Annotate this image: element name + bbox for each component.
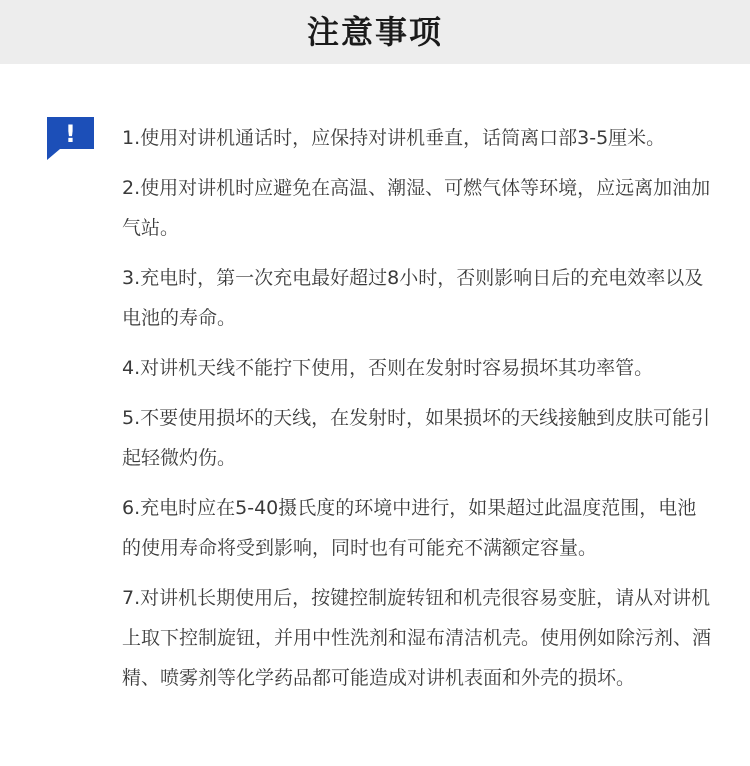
notice-item-2: 2.使用对讲机时应避免在高温、潮湿、可燃气体等环境，应远离加油加气站。 bbox=[122, 177, 711, 239]
notice-item-7: 7.对讲机长期使用后，按键控制旋转钮和机壳很容易变脏，请从对讲机上取下控制旋钮，并用中性洗剂和湿布清洁机壳。使用例如除污剂、酒精、喷雾剂等化学药品都可能造成对讲机表面和外壳的损坏。 bbox=[122, 587, 712, 689]
notice-item-3: 3.充电时，第一次充电最好超过8小时，否则影响日后的充电效率以及电池的寿命。 bbox=[122, 267, 704, 329]
notice-list bbox=[122, 118, 712, 708]
page-title: 注意事项 bbox=[306, 13, 443, 51]
notice-item-1: 1.使用对讲机通话时，应保持对讲机垂直，话筒离口部3-5厘米。 bbox=[122, 127, 666, 149]
notice-item-4: 4.对讲机天线不能拧下使用，否则在发射时容易损坏其功率管。 bbox=[122, 357, 654, 379]
notice-item-5: 5.不要使用损坏的天线，在发射时，如果损坏的天线接触到皮肤可能引起轻微灼伤。 bbox=[122, 407, 711, 469]
header-bar bbox=[0, 0, 750, 64]
exclamation-icon bbox=[47, 117, 94, 160]
notice-item-6: 6.充电时应在5-40摄氏度的环境中进行，如果超过此温度范围，电池的使用寿命将受到影响，同时也有可能充不满额定容量。 bbox=[122, 497, 697, 559]
exclamation-glyph: ! bbox=[65, 120, 76, 148]
